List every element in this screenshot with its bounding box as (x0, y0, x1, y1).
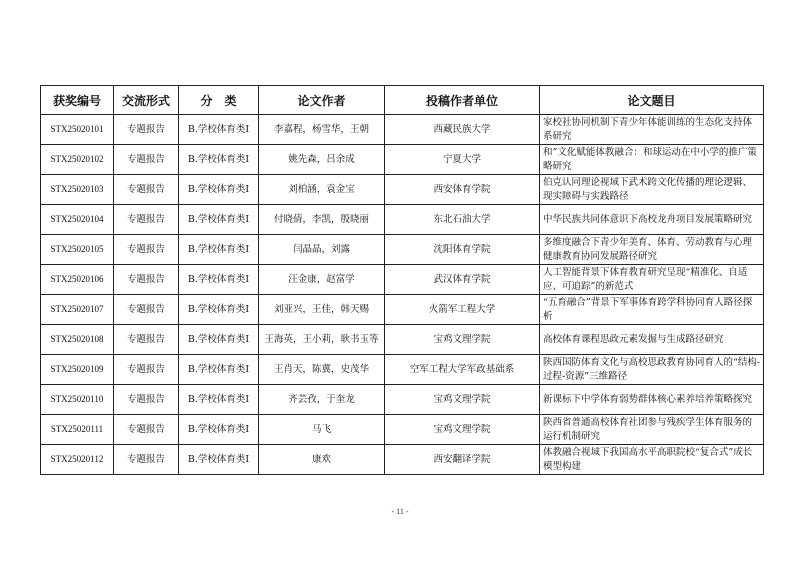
cell-authors: 闫晶晶，刘露 (259, 235, 385, 265)
cell-unit: 宝鸡文理学院 (385, 325, 540, 355)
table-row (41, 235, 764, 265)
header-unit: 投稿作者单位 (385, 86, 540, 115)
cell-unit: 空军工程大学军政基础系 (385, 355, 540, 385)
cell-unit: 火箭军工程大学 (385, 295, 540, 325)
cell-award-id: STX25020108 (41, 325, 114, 355)
table-row (41, 385, 764, 415)
cell-award-id: STX25020101 (41, 115, 114, 145)
table-row (41, 175, 764, 205)
cell-unit: 宝鸡文理学院 (385, 415, 540, 445)
cell-category: B.学校体育类Ⅰ (179, 115, 259, 145)
cell-category: B.学校体育类Ⅰ (179, 265, 259, 295)
cell-category: B.学校体育类Ⅰ (179, 235, 259, 265)
cell-unit: 西藏民族大学 (385, 115, 540, 145)
cell-form: 专题报告 (114, 235, 179, 265)
cell-unit: 宁夏大学 (385, 145, 540, 175)
cell-category: B.学校体育类Ⅰ (179, 385, 259, 415)
cell-unit: 西安翻译学院 (385, 445, 540, 475)
cell-award-id: STX25020104 (41, 205, 114, 235)
page-number: - 11 - (391, 507, 409, 516)
cell-award-id: STX25020112 (41, 445, 114, 475)
cell-unit: 西安体育学院 (385, 175, 540, 205)
cell-award-id: STX25020103 (41, 175, 114, 205)
cell-category: B.学校体育类Ⅰ (179, 175, 259, 205)
cell-award-id: STX25020107 (41, 295, 114, 325)
cell-form: 专题报告 (114, 445, 179, 475)
table-row (41, 115, 764, 145)
cell-category: B.学校体育类Ⅰ (179, 145, 259, 175)
cell-form: 专题报告 (114, 175, 179, 205)
cell-authors: 汪金康，赵富学 (259, 265, 385, 295)
header-title: 论文题目 (540, 86, 764, 115)
header-form: 交流形式 (114, 86, 179, 115)
cell-title: 家校社协同机制下青少年体能训练的生态化支持体系研究 (540, 115, 764, 145)
cell-award-id: STX25020105 (41, 235, 114, 265)
cell-award-id: STX25020110 (41, 385, 114, 415)
cell-title: 人工智能背景下体育教育研究呈现“精准化、自适应、可追踪”的新范式 (540, 265, 764, 295)
cell-title: 体教融合视域下我国高水平高职院校“复合式”成长模型构建 (540, 445, 764, 475)
cell-category: B.学校体育类Ⅰ (179, 325, 259, 355)
table-row (41, 445, 764, 475)
table-header-row (41, 86, 764, 115)
cell-authors: 姚先森，吕余成 (259, 145, 385, 175)
cell-category: B.学校体育类Ⅰ (179, 415, 259, 445)
cell-form: 专题报告 (114, 205, 179, 235)
table-body (41, 115, 764, 475)
cell-category: B.学校体育类Ⅰ (179, 295, 259, 325)
cell-authors: 刘亚兴，王佳，韩天赐 (259, 295, 385, 325)
cell-form: 专题报告 (114, 295, 179, 325)
cell-authors: 李嘉程，杨雪华，王朝 (259, 115, 385, 145)
cell-authors: 齐芸孜，于奎龙 (259, 385, 385, 415)
header-authors: 论文作者 (259, 86, 385, 115)
cell-category: B.学校体育类Ⅰ (179, 205, 259, 235)
table-row (41, 355, 764, 385)
cell-unit: 宝鸡文理学院 (385, 385, 540, 415)
cell-title: 伯克认同理论视域下武术跨文化传播的理论逻辑、现实障碍与实践路径 (540, 175, 764, 205)
cell-title: 陕西省普通高校体育社团参与残疾学生体育服务的运行机制研究 (540, 415, 764, 445)
header-award-id: 获奖编号 (41, 86, 114, 115)
cell-award-id: STX25020111 (41, 415, 114, 445)
cell-form: 专题报告 (114, 265, 179, 295)
cell-authors: 王肖天，陈冀，史茂华 (259, 355, 385, 385)
cell-unit: 东北石油大学 (385, 205, 540, 235)
cell-title: 中华民族共同体意识下高校龙舟项目发展策略研究 (540, 205, 764, 235)
header-category: 分 类 (179, 86, 259, 115)
table-row (41, 325, 764, 355)
cell-award-id: STX25020102 (41, 145, 114, 175)
cell-category: B.学校体育类Ⅰ (179, 355, 259, 385)
table-row (41, 205, 764, 235)
cell-title: “五育融合”背景下军事体育跨学科协同育人路径探析 (540, 295, 764, 325)
cell-title: 高校体育课程思政元素发掘与生成路径研究 (540, 325, 764, 355)
table-row (41, 415, 764, 445)
cell-form: 专题报告 (114, 385, 179, 415)
cell-authors: 刘柏涵，袁金宝 (259, 175, 385, 205)
cell-unit: 沈阳体育学院 (385, 235, 540, 265)
cell-title: 和”文化赋能体教融合：和球运动在中小学的推广策略研究 (540, 145, 764, 175)
cell-title: 陕西国防体育文化与高校思政教育协同育人的“结构-过程-资源”三维路径 (540, 355, 764, 385)
cell-authors: 康欢 (259, 445, 385, 475)
cell-form: 专题报告 (114, 415, 179, 445)
table-row (41, 145, 764, 175)
cell-category: B.学校体育类Ⅰ (179, 445, 259, 475)
table-row (41, 265, 764, 295)
cell-authors: 付晓倩，李凯，殷晓丽 (259, 205, 385, 235)
cell-authors: 王海英，王小莉，耿书玉等 (259, 325, 385, 355)
cell-title: 新课标下中学体育弱势群体核心素养培养策略探究 (540, 385, 764, 415)
cell-form: 专题报告 (114, 115, 179, 145)
cell-award-id: STX25020109 (41, 355, 114, 385)
cell-form: 专题报告 (114, 355, 179, 385)
cell-form: 专题报告 (114, 145, 179, 175)
cell-title: 多维度融合下青少年美育、体育、劳动教育与心理健康教育协同发展路径研究 (540, 235, 764, 265)
cell-authors: 马飞 (259, 415, 385, 445)
cell-award-id: STX25020106 (41, 265, 114, 295)
table-row (41, 295, 764, 325)
awards-table (40, 85, 764, 475)
cell-form: 专题报告 (114, 325, 179, 355)
cell-unit: 武汉体育学院 (385, 265, 540, 295)
